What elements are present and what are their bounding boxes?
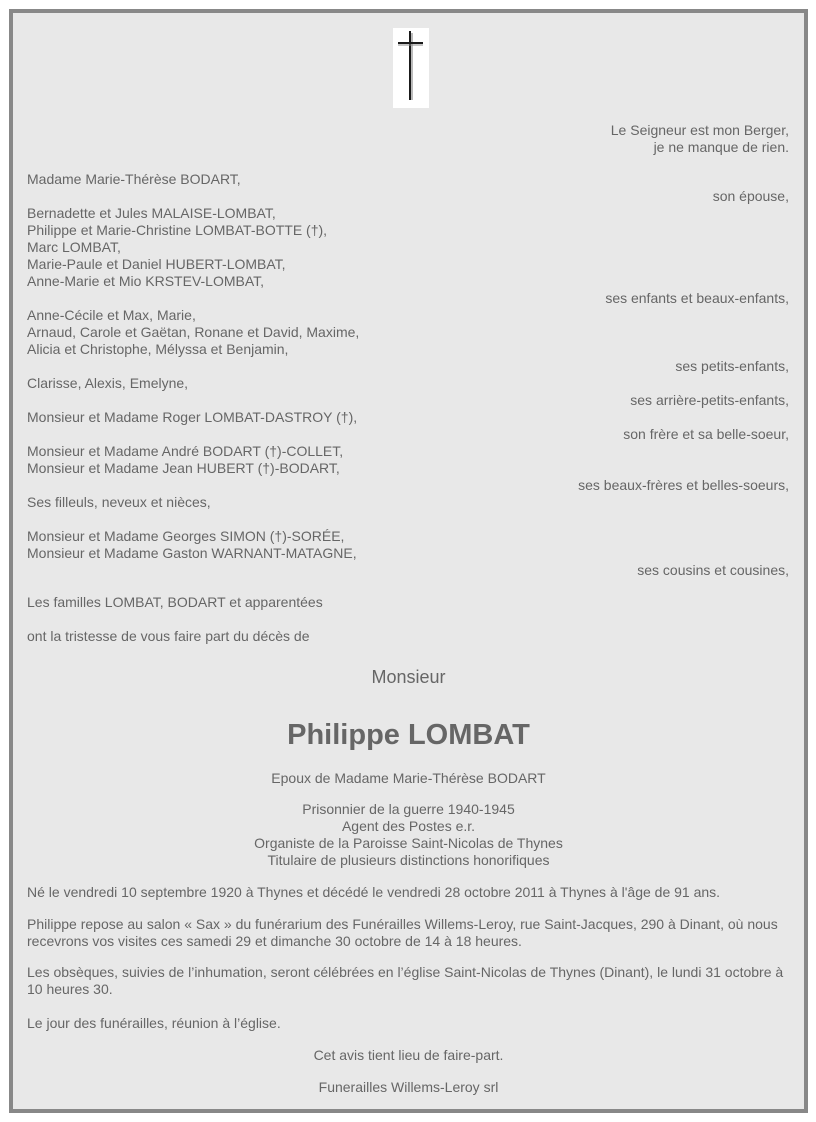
visitation-text: Philippe repose au salon « Sax » du funérarium des Funérailles Willems-Leroy, rue Saint-Jacques, 290 à Dinant, où nous recevrons vos visites ces samedi 29 et dimanche 30 octobre de 14 à 18 heures. <box>27 916 778 949</box>
in-law-line: Monsieur et Madame André BODART (†)-COLLET, <box>27 443 344 459</box>
spouse-name: Madame Marie-Thérèse BODART, <box>27 171 241 187</box>
announcement-text: ont la tristesse de vous faire part du décès de <box>27 628 310 644</box>
funeral-text: Les obsèques, suivies de l’inhumation, seront célébrées en l’église Saint-Nicolas de Thynes (Dinant), le lundi 31 octobre à 10 heures 30. <box>27 964 784 997</box>
cousins-relation: ses cousins et cousines, <box>637 562 789 578</box>
distinction-line: Organiste de la Paroisse Saint-Nicolas de Thynes <box>254 835 563 851</box>
cross-image <box>393 28 429 108</box>
grandchildren-relation: ses petits-enfants, <box>675 358 789 374</box>
obituary-card <box>9 9 808 1113</box>
families-line: Les familles LOMBAT, BODART et apparentées <box>27 594 323 610</box>
birth-death-text: Né le vendredi 10 septembre 1920 à Thynes et décédé le vendredi 28 octobre 2011 à Thynes à l'âge de 91 ans. <box>27 884 721 900</box>
child-line: Marie-Paule et Daniel HUBERT-LOMBAT, <box>27 256 286 272</box>
brother-line: Monsieur et Madame Roger LOMBAT-DASTROY (†), <box>27 409 358 425</box>
grandchild-line: Alicia et Christophe, Mélyssa et Benjamin, <box>27 341 289 357</box>
deceased-name: Philippe LOMBAT <box>287 719 530 751</box>
child-line: Marc LOMBAT, <box>27 239 121 255</box>
deceased-spouse-line: Epoux de Madame Marie-Thérèse BODART <box>271 770 546 786</box>
funeral-home-text: Funerailles Willems-Leroy srl <box>318 1079 499 1095</box>
psalm-line-1: Le Seigneur est mon Berger, <box>610 122 789 138</box>
great-grandchildren-line: Clarisse, Alexis, Emelyne, <box>27 375 189 391</box>
deceased-title: Monsieur <box>371 667 446 687</box>
gathering-text: Le jour des funérailles, réunion à l’église. <box>27 1015 281 1031</box>
child-line: Anne-Marie et Mio KRSTEV-LOMBAT, <box>27 273 265 289</box>
brother-relation: son frère et sa belle-soeur, <box>623 426 789 442</box>
notice-text: Cet avis tient lieu de faire-part. <box>313 1047 504 1063</box>
grandchild-line: Anne-Cécile et Max, Marie, <box>27 307 196 323</box>
spouse-relation: son épouse, <box>712 188 789 204</box>
latin-cross-icon <box>393 28 429 108</box>
child-line: Bernadette et Jules MALAISE-LOMBAT, <box>27 205 276 221</box>
godchildren-line: Ses filleuls, neveux et nièces, <box>27 494 211 510</box>
cousin-line: Monsieur et Madame Georges SIMON (†)-SORÉE, <box>27 528 345 544</box>
in-laws-relation: ses beaux-frères et belles-soeurs, <box>578 477 789 493</box>
child-line: Philippe et Marie-Christine LOMBAT-BOTTE (†), <box>27 222 328 238</box>
children-relation: ses enfants et beaux-enfants, <box>605 290 789 306</box>
grandchild-line: Arnaud, Carole et Gaëtan, Ronane et David, Maxime, <box>27 324 360 340</box>
distinction-line: Titulaire de plusieurs distinctions honorifiques <box>267 852 550 868</box>
distinction-line: Agent des Postes e.r. <box>341 818 476 834</box>
psalm-line-2: je ne manque de rien. <box>653 139 789 155</box>
distinction-line: Prisonnier de la guerre 1940-1945 <box>302 801 515 817</box>
cousin-line: Monsieur et Madame Gaston WARNANT-MATAGNE, <box>27 545 357 561</box>
great-grandchildren-relation: ses arrière-petits-enfants, <box>630 392 789 408</box>
in-law-line: Monsieur et Madame Jean HUBERT (†)-BODART, <box>27 460 340 476</box>
